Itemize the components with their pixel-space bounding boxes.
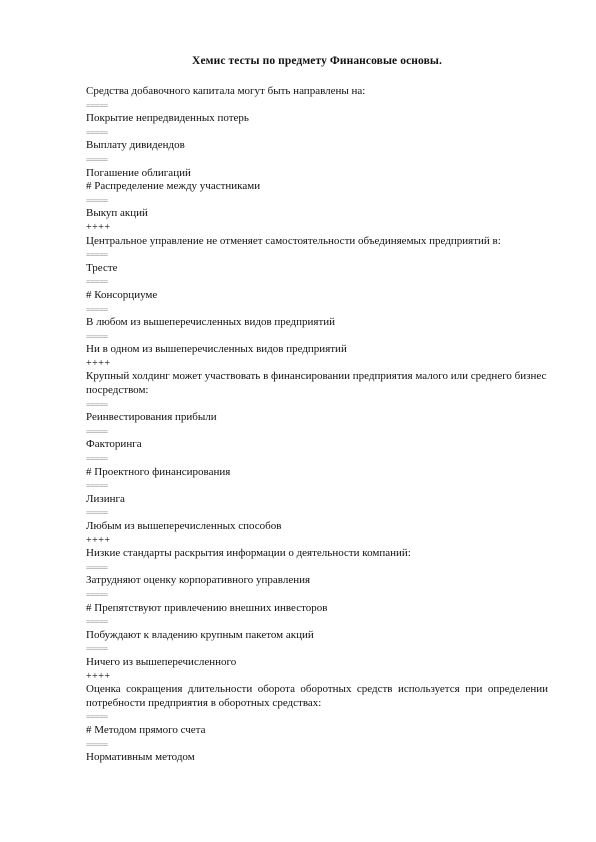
separator-equals: ===== — [86, 154, 108, 164]
separator-equals: ===== — [86, 127, 108, 137]
separator-equals: ===== — [86, 399, 108, 409]
text-line: Любым из вышеперечисленных способов — [86, 520, 282, 532]
text-line: В любом из вышеперечисленных видов предприятий — [86, 316, 336, 329]
text-line: Средства добавочного капитала могут быть направлены на: — [86, 85, 366, 97]
text-line: Лизинга — [86, 492, 125, 505]
separator-equals: ===== — [86, 739, 108, 749]
text-line: Затрудняют оценку корпоративного управления — [86, 574, 311, 587]
separator-equals: ===== — [86, 562, 108, 572]
separator-equals: ===== — [86, 195, 108, 205]
text-line: Выкуп акций — [86, 207, 148, 220]
text-line: Крупный холдинг может участвовать в финансировании предприятия малого или среднего бизнес посредством: — [86, 370, 547, 397]
text-line: Низкие стандарты раскрытия информации о деятельности компаний: — [86, 547, 411, 560]
separator-equals: ===== — [86, 331, 108, 341]
text-line: Ничего из вышеперечисленного — [86, 655, 237, 668]
test-content — [86, 85, 548, 765]
text-line: Ни в одном из вышеперечисленных видов предприятий — [86, 343, 347, 356]
separator-plus: ++++ — [86, 357, 111, 369]
separator-plus: ++++ — [86, 534, 111, 546]
separator-plus: ++++ — [86, 670, 111, 682]
correct-answer-line: # Консорциуме — [86, 288, 158, 301]
correct-answer-line: # Распределение между участниками — [86, 180, 261, 193]
separator-equals: ===== — [86, 712, 108, 722]
separator-equals: ===== — [86, 508, 108, 518]
separator-equals: ===== — [86, 100, 108, 110]
separator-equals: ===== — [86, 250, 108, 260]
text-line: Тресте — [86, 261, 118, 274]
correct-answer-line: # Препятствуют привлечению внешних инвесторов — [86, 601, 328, 614]
text-line: Выплату дивидендов — [86, 139, 185, 152]
separator-equals: ===== — [86, 617, 108, 627]
separator-equals: ===== — [86, 644, 108, 654]
separator-equals: ===== — [86, 277, 108, 287]
separator-equals: ===== — [86, 481, 108, 491]
separator-equals: ===== — [86, 426, 108, 436]
separator-equals: ===== — [86, 304, 108, 314]
text-line: Погашение облигаций — [86, 166, 191, 179]
text-line: Центральное управление не отменяет самостоятельности объединяемых предприятий в: — [86, 234, 501, 247]
correct-answer-line: # Методом прямого счета — [86, 723, 206, 736]
text-line: Нормативным методом — [86, 751, 195, 764]
text-line: Факторинга — [86, 438, 142, 451]
text-line: Реинвестирования прибыли — [86, 411, 217, 424]
document-title: Хемис тесты по предмету Финансовые основы. — [192, 55, 442, 67]
text-line: Оценка сокращения длительности оборота оборотных средств используется при определении потребности предприятия в оборотных средствах: — [86, 683, 548, 709]
text-line: Побуждают к владению крупным пакетом акций — [86, 628, 314, 641]
separator-equals: ===== — [86, 589, 108, 599]
separator-equals: ===== — [86, 454, 108, 464]
text-line: Покрытие непредвиденных потерь — [86, 112, 249, 125]
correct-answer-line: # Проектного финансирования — [86, 465, 231, 478]
separator-plus: ++++ — [86, 221, 111, 233]
